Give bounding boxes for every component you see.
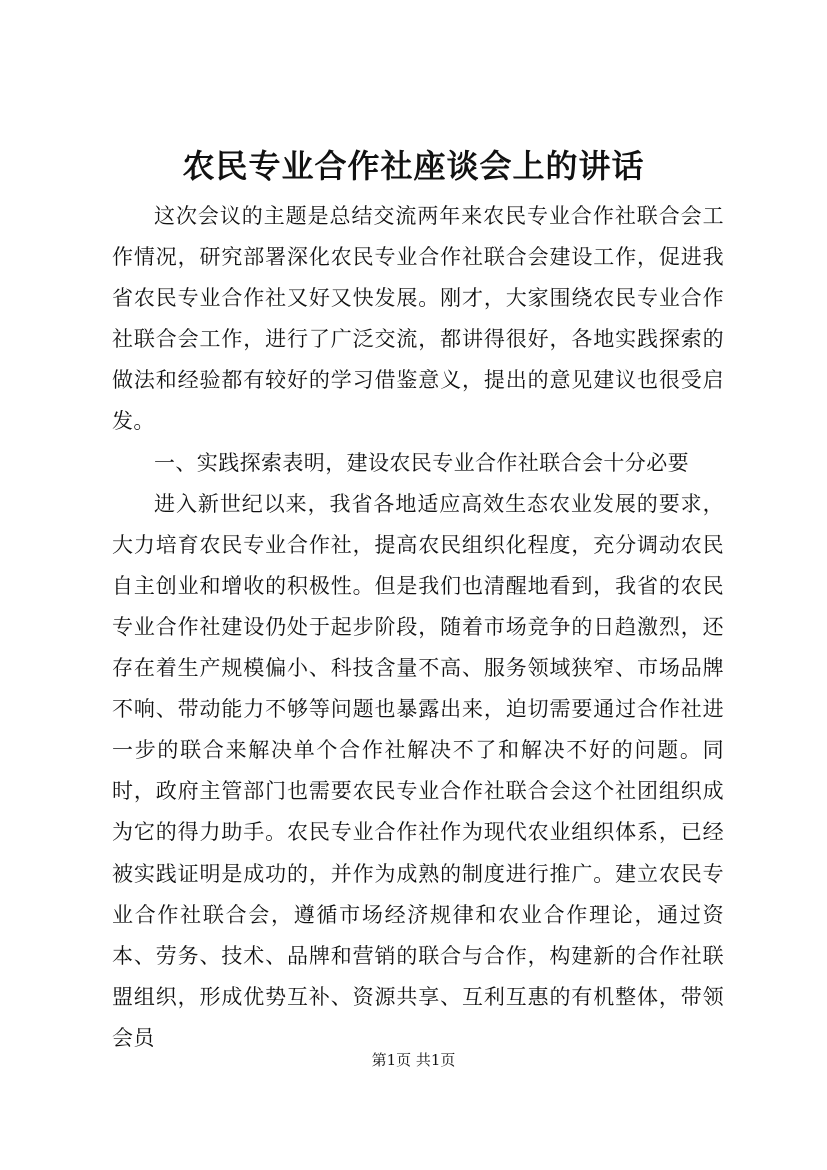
document-title: 农民专业合作社座谈会上的讲话 (182, 147, 645, 185)
page-footer: 第1页 共1页 (371, 1051, 456, 1069)
paragraph-body: 进入新世纪以来，我省各地适应高效生态农业发展的要求，大力培育农民专业合作社，提高农民组织化程度，充分调动农民自主创业和增收的积极性。但是我们也清醒地看到，我省的农民专业合作社建设仍处于起步阶段，随着市场竞争的日趋激烈，还存在着生产规模偏小、科技含量不高、服务领域狭窄、市场品牌不响、带动能力不够等问题也暴露出来，迫切需要通过合作社进一步的联合来解决单个合作社解决不了和解决不好的问题。同时，政府主管部门也需要农民专业合作社联合会这个社团组织成为它的得力助手。农民专业合作社作为现代农业组织体系，已经被实践证明是成功的，并作为成熟的制度进行推广。建立农民专业合作社联合会，遵循市场经济规律和农业合作理论，通过资本、劳务、技术、品牌和营销的联合与合作，构建新的合作社联盟组织，形成优势互补、资源共享、互利互惠的有机整体，带领会员 (112, 491, 724, 1050)
document-body (112, 196, 724, 1059)
paragraph-intro: 这次会议的主题是总结交流两年来农民专业合作社联合会工作情况，研究部署深化农民专业合作社联合会建设工作，促进我省农民专业合作社又好又快发展。刚才，大家围绕农民专业合作社联合会工作，进行了广泛交流，都讲得很好，各地实践探索的做法和经验都有较好的学习借鉴意义，提出的意见建议也很受启发。 (112, 204, 724, 434)
section-heading: 一、实践探索表明，建设农民专业合作社联合会十分必要 (154, 450, 689, 475)
